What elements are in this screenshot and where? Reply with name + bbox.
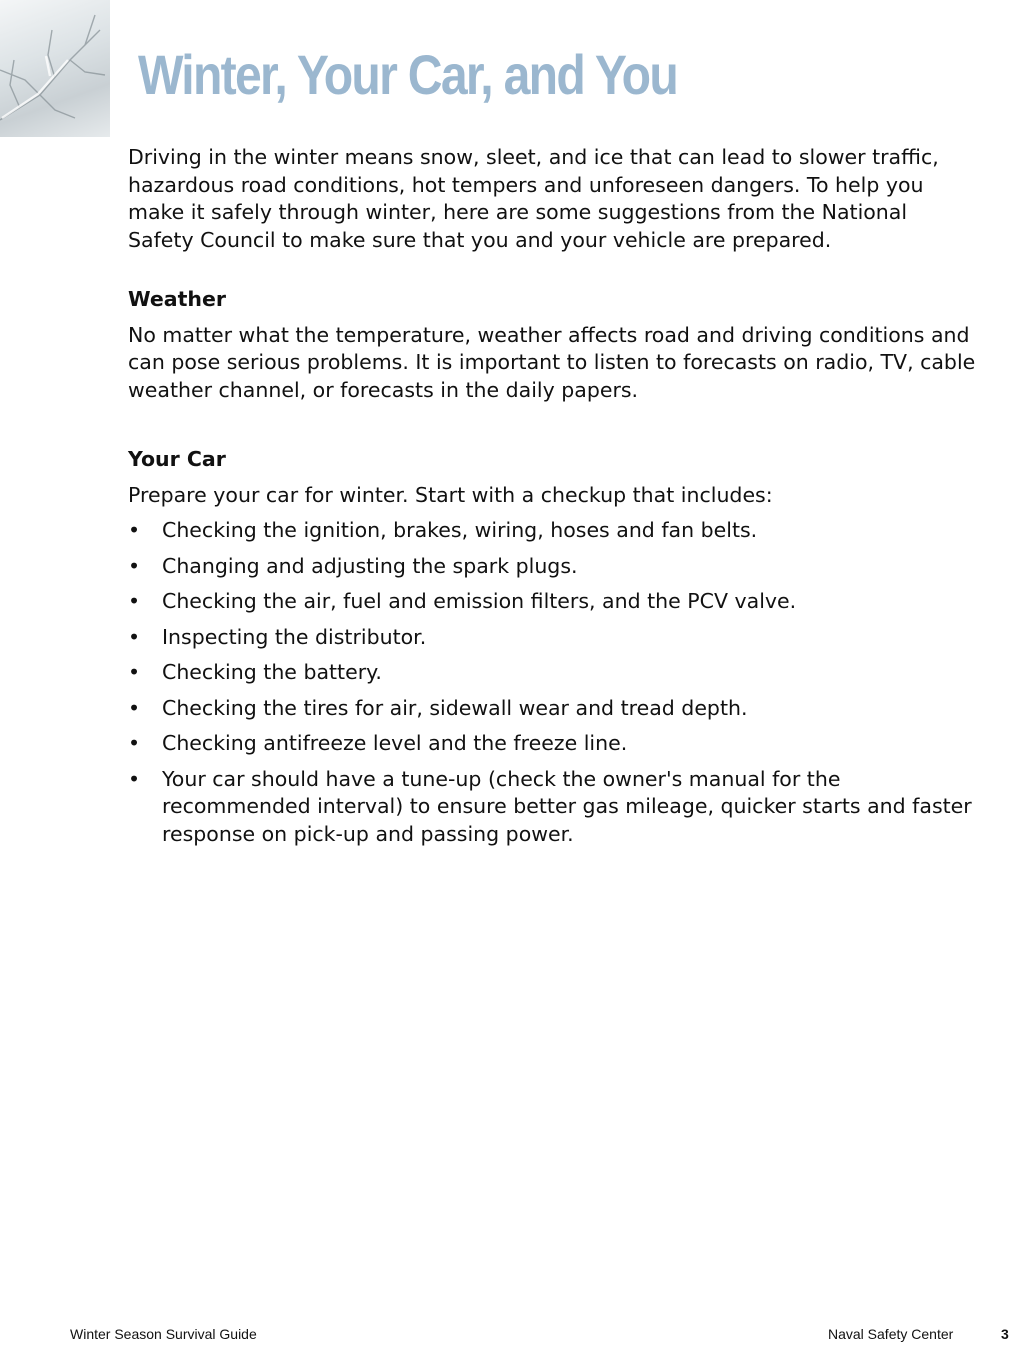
your-car-lead: Prepare your car for winter. Start with a checkup that includes: — [128, 482, 773, 507]
bullet-icon: • — [128, 553, 141, 578]
list-item-text: Checking the ignition, brakes, wiring, hoses and fan belts. — [162, 518, 758, 542]
list-item — [128, 553, 978, 581]
list-item — [128, 766, 978, 849]
footer-organization: Naval Safety Center — [828, 1326, 954, 1342]
main-content — [128, 144, 978, 856]
bullet-icon: • — [128, 624, 141, 649]
checkup-list — [128, 517, 978, 848]
bullet-icon: • — [128, 589, 141, 613]
weather-heading: Weather — [128, 287, 227, 311]
your-car-heading: Your Car — [128, 447, 226, 471]
list-item — [128, 695, 978, 723]
list-item — [128, 588, 978, 616]
page-number: 3 — [1001, 1326, 1009, 1342]
list-item — [128, 624, 978, 652]
bullet-icon: • — [128, 695, 141, 720]
list-item — [128, 517, 978, 545]
list-item-text: Checking the tires for air, sidewall wear and tread depth. — [162, 695, 748, 720]
bullet-icon: • — [128, 518, 141, 542]
footer-guide-title: Winter Season Survival Guide — [70, 1326, 257, 1342]
snowy-branches-icon — [0, 0, 110, 137]
page-title: Winter, Your Car, and You — [138, 43, 678, 106]
list-item — [128, 659, 978, 687]
list-item — [128, 730, 978, 758]
intro-paragraph: Driving in the winter means snow, sleet, and ice that can lead to slower traffic, hazardous road conditions, hot tempers and unforeseen dangers. To help you make it safely through winter, here are some suggestions from the National Safety Council to make sure that you and your vehicle are prepared. — [128, 145, 939, 252]
list-item-text: Checking the battery. — [162, 660, 382, 684]
list-item-text: Checking the air, fuel and emission filters, and the PCV valve. — [162, 589, 797, 613]
list-item-text: Inspecting the distributor. — [162, 624, 427, 649]
list-item-text: Your car should have a tune-up (check the owner's manual for the recommended interval) to ensure better gas mileage, quicker starts and faster response on pick-up and passing power. — [162, 766, 972, 846]
list-item-text: Changing and adjusting the spark plugs. — [162, 553, 578, 578]
bullet-icon: • — [128, 731, 141, 755]
weather-paragraph: No matter what the temperature, weather affects road and driving conditions and can pose serious problems. It is important to listen to forecasts on radio, TV, cable weather channel, or forecasts in the daily papers. — [128, 322, 976, 402]
list-item-text: Checking antifreeze level and the freeze line. — [162, 731, 628, 755]
bullet-icon: • — [128, 766, 141, 791]
bullet-icon: • — [128, 660, 141, 684]
